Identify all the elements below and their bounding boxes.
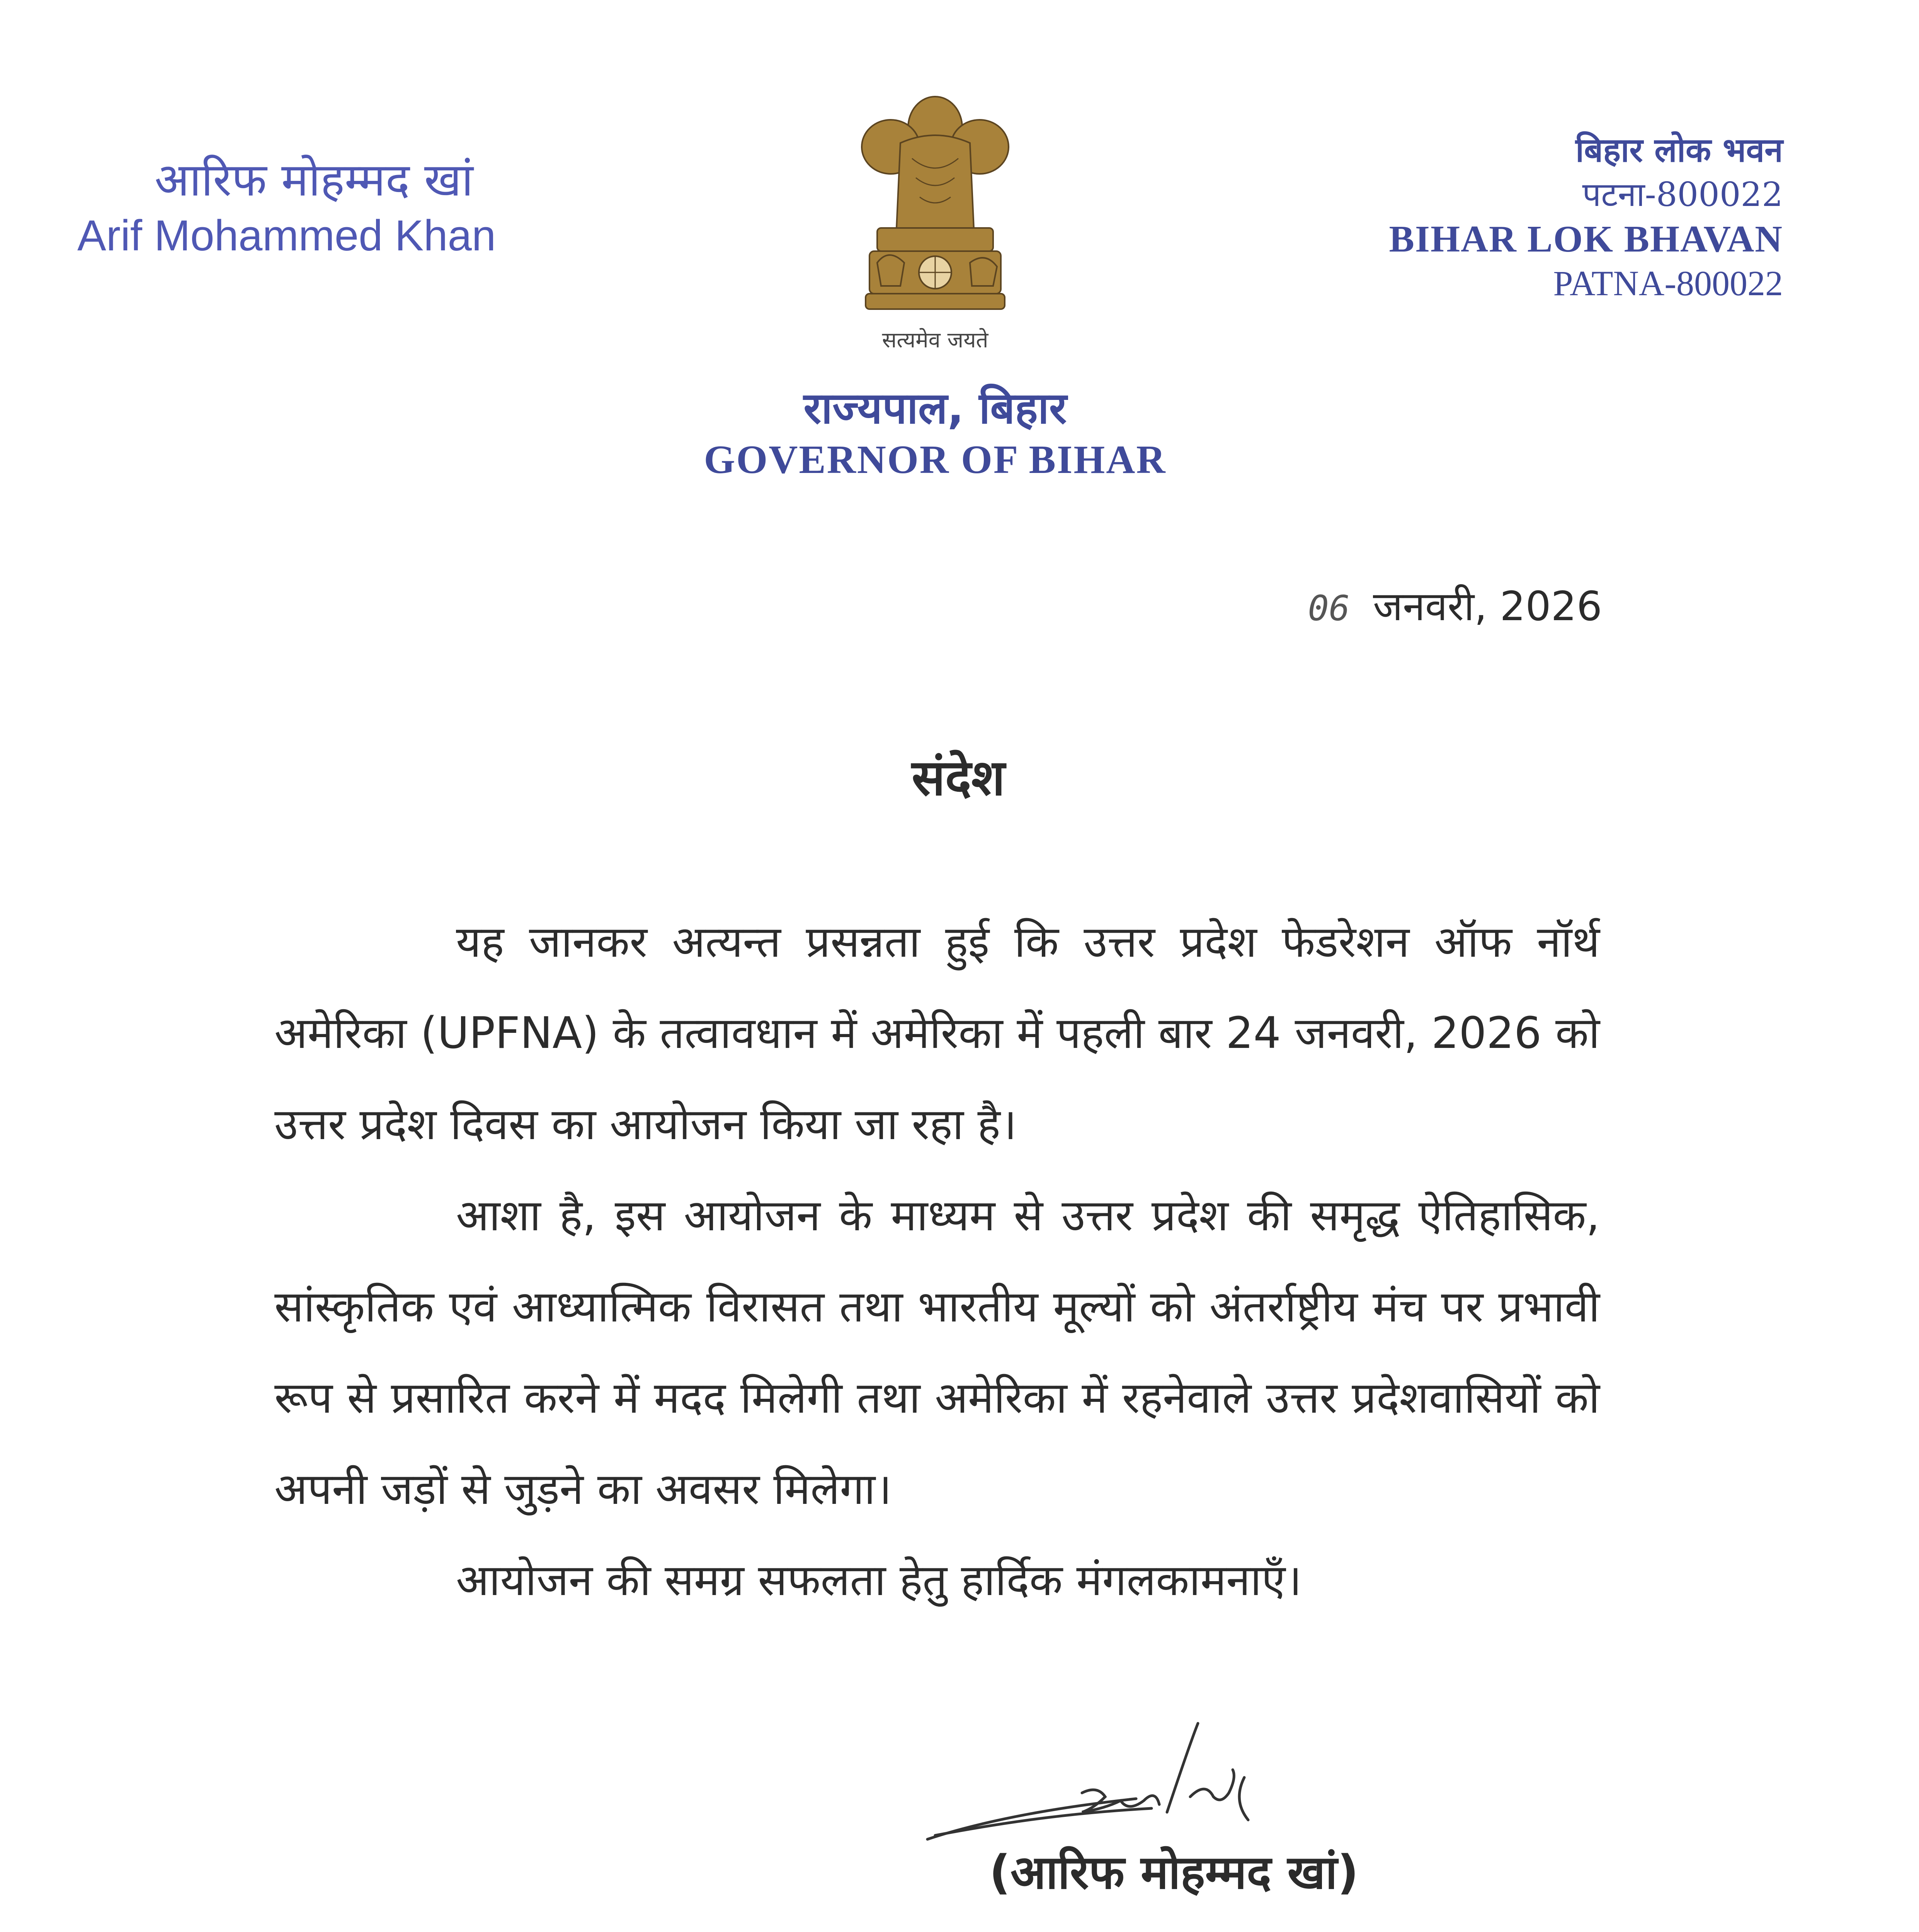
- sender-name-english: Arif Mohammed Khan: [77, 211, 496, 260]
- handwritten-signature-icon: [920, 1719, 1352, 1859]
- address-hindi-line2: पटना-800022: [1582, 175, 1783, 214]
- body-paragraph-3: आयोजन की समग्र सफलता हेतु हार्दिक मंगलकामनाएँ।: [456, 1555, 1302, 1605]
- sender-name-block: [77, 151, 496, 263]
- office-title-english: GOVERNOR OF BIHAR: [704, 437, 1167, 482]
- emblem-motto: सत्यमेव जयते: [882, 328, 988, 353]
- body-paragraph-2: आशा है, इस आयोजन के माध्यम से उत्तर प्रदेश की समृद्ध ऐतिहासिक, सांस्कृतिक एवं आध्यात्मिक विरासत तथा भारतीय मूल्यों को अंतर्राष्ट्रीय मंच पर प्रभावी रूप से प्रसारित करने में मदद मिलेगी तथा अमेरिका में रहनेवाले उत्तर प्रदेशवासियों को अपनी जड़ों से जुड़ने का अवसर मिलेगा।: [274, 1190, 1600, 1514]
- office-address-block: [1389, 128, 1783, 304]
- sender-name-hindi: आरिफ मोहम्मद खां: [155, 153, 473, 206]
- address-english-line1: BIHAR LOK BHAVAN: [1389, 218, 1783, 260]
- signatory-name: (आरिफ मोहम्मद खां): [989, 1846, 1359, 1900]
- letter-date: [1308, 578, 1602, 632]
- letter-body: [274, 896, 1600, 1626]
- date-month-year: जनवरी, 2026: [1373, 583, 1602, 630]
- date-day: 06: [1308, 588, 1350, 629]
- office-title-hindi: राज्यपाल, बिहार: [803, 383, 1067, 434]
- body-paragraph-1: यह जानकर अत्यन्त प्रसन्नता हुई कि उत्तर प्रदेश फेडरेशन ऑफ नॉर्थ अमेरिका (UPFNA) के तत्वावधान में अमेरिका में पहली बार 24 जनवरी, 2026 को उत्तर प्रदेश दिवस का आयोजन किया जा रहा है।: [274, 917, 1600, 1150]
- address-english-line2: PATNA-800022: [1553, 264, 1783, 303]
- address-hindi-line1: बिहार लोक भवन: [1575, 131, 1783, 170]
- national-emblem-icon: [854, 81, 1016, 332]
- letter-title: संदेश: [912, 749, 1005, 807]
